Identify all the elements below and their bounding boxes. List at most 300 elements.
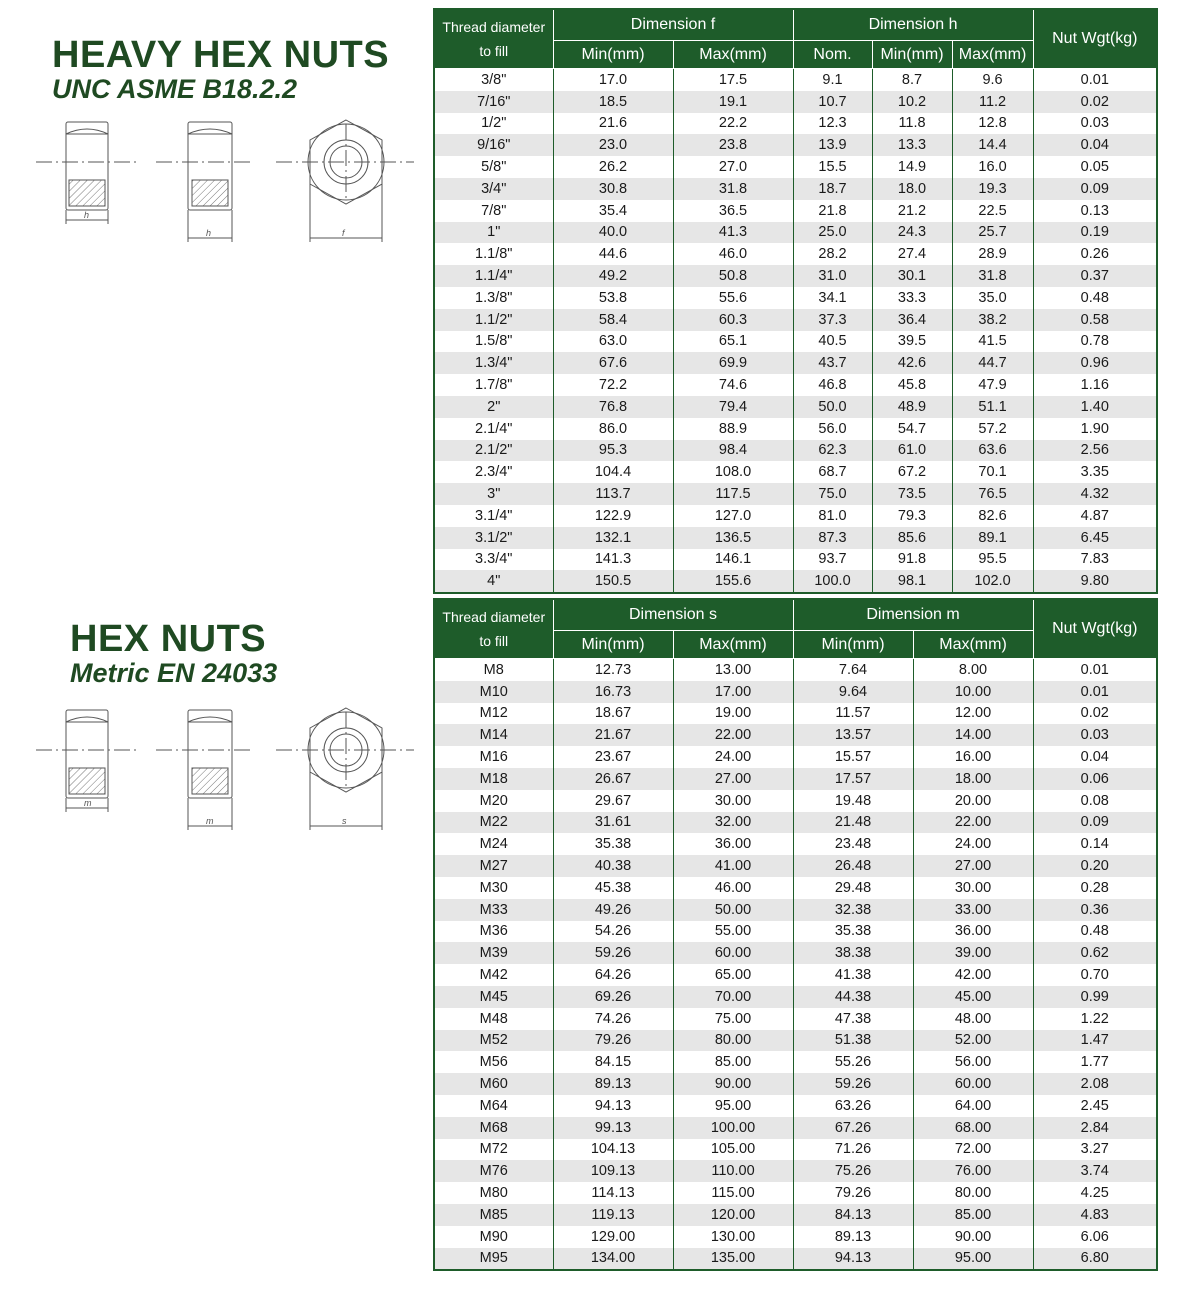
table-cell: 0.62	[1033, 942, 1157, 964]
table-cell: 40.38	[553, 855, 673, 877]
table-cell: 13.00	[673, 659, 793, 681]
table-cell: 12.8	[952, 113, 1033, 135]
table-cell: 1.16	[1033, 374, 1157, 396]
table-cell: 35.38	[553, 833, 673, 855]
table-cell: 79.26	[793, 1182, 913, 1204]
table-row	[434, 418, 1157, 440]
table-row	[434, 570, 1157, 593]
table-cell: 0.05	[1033, 156, 1157, 178]
table-cell: 0.14	[1033, 833, 1157, 855]
table-cell: 9/16"	[434, 134, 553, 156]
col-thread-diameter: Thread diameter to fill	[434, 9, 553, 69]
table-cell: 35.38	[793, 921, 913, 943]
table-cell: 33.00	[913, 899, 1033, 921]
table-cell: 41.3	[673, 222, 793, 244]
table-cell: 75.26	[793, 1160, 913, 1182]
table-row	[434, 1095, 1157, 1117]
table-cell: 4"	[434, 570, 553, 593]
table-cell: 1.3/4"	[434, 352, 553, 374]
table-cell: 95.00	[913, 1248, 1033, 1271]
table-cell: 1.1/2"	[434, 309, 553, 331]
table-cell: 74.26	[553, 1008, 673, 1030]
table-cell: 134.00	[553, 1248, 673, 1271]
col-nut-weight: Nut Wgt(kg)	[1033, 9, 1157, 69]
table-cell: 27.0	[673, 156, 793, 178]
table-cell: 2.1/4"	[434, 418, 553, 440]
table-cell: 56.0	[793, 418, 872, 440]
table-cell: 68.7	[793, 461, 872, 483]
table-cell: 114.13	[553, 1182, 673, 1204]
table-cell: 3"	[434, 483, 553, 505]
table-cell: M60	[434, 1073, 553, 1095]
heavy-table-body	[434, 69, 1157, 594]
table-cell: 57.2	[952, 418, 1033, 440]
table-cell: 0.13	[1033, 200, 1157, 222]
dim-label-h: h	[84, 210, 90, 220]
table-row	[434, 1030, 1157, 1052]
table-row	[434, 986, 1157, 1008]
table-cell: 55.00	[673, 921, 793, 943]
table-cell: 44.38	[793, 986, 913, 1008]
table-cell: 90.00	[673, 1073, 793, 1095]
table-row	[434, 1160, 1157, 1182]
hex-title-main: HEX NUTS	[70, 618, 267, 660]
table-cell: 45.8	[872, 374, 952, 396]
table-cell: 104.4	[553, 461, 673, 483]
table-row	[434, 483, 1157, 505]
table-cell: 19.48	[793, 790, 913, 812]
table-cell: 50.0	[793, 396, 872, 418]
table-cell: 3.1/4"	[434, 505, 553, 527]
table-row	[434, 1073, 1157, 1095]
table-cell: 26.67	[553, 768, 673, 790]
table-cell: 14.4	[952, 134, 1033, 156]
table-cell: 105.00	[673, 1139, 793, 1161]
table-cell: 16.73	[553, 681, 673, 703]
dim-label-m-side: m	[206, 816, 214, 826]
table-cell: 0.01	[1033, 681, 1157, 703]
table-cell: 95.5	[952, 549, 1033, 571]
heavy-hex-nuts-title	[52, 36, 389, 104]
table-cell: 24.00	[913, 833, 1033, 855]
table-cell: 136.5	[673, 527, 793, 549]
table-cell: 10.00	[913, 681, 1033, 703]
table-cell: 146.1	[673, 549, 793, 571]
table-cell: 1.1/8"	[434, 243, 553, 265]
table-cell: 70.00	[673, 986, 793, 1008]
table-cell: 9.1	[793, 69, 872, 91]
table-row	[434, 69, 1157, 91]
table-cell: 30.1	[872, 265, 952, 287]
table-cell: 1.90	[1033, 418, 1157, 440]
table-cell: 98.1	[872, 570, 952, 593]
table-cell: 3.1/2"	[434, 527, 553, 549]
table-cell: 18.5	[553, 91, 673, 113]
table-cell: 21.48	[793, 812, 913, 834]
table-cell: 0.48	[1033, 921, 1157, 943]
table-cell: M48	[434, 1008, 553, 1030]
table-cell: 63.26	[793, 1095, 913, 1117]
table-cell: M18	[434, 768, 553, 790]
table-cell: M64	[434, 1095, 553, 1117]
table-cell: 85.00	[673, 1051, 793, 1073]
table-row	[434, 812, 1157, 834]
table-cell: 28.2	[793, 243, 872, 265]
table-cell: 100.00	[673, 1117, 793, 1139]
table-cell: 19.00	[673, 703, 793, 725]
table-cell: 40.0	[553, 222, 673, 244]
table-cell: 51.1	[952, 396, 1033, 418]
table-row	[434, 505, 1157, 527]
table-cell: 3.74	[1033, 1160, 1157, 1182]
table-cell: 1.5/8"	[434, 331, 553, 353]
table-cell: 47.9	[952, 374, 1033, 396]
table-row	[434, 156, 1157, 178]
table-cell: M56	[434, 1051, 553, 1073]
table-cell: 45.00	[913, 986, 1033, 1008]
table-cell: 39.5	[872, 331, 952, 353]
table-row	[434, 877, 1157, 899]
table-cell: 64.00	[913, 1095, 1033, 1117]
table-row	[434, 790, 1157, 812]
table-row	[434, 265, 1157, 287]
table-cell: 3/8"	[434, 69, 553, 91]
table-cell: 63.6	[952, 440, 1033, 462]
table-row	[434, 396, 1157, 418]
table-cell: 17.57	[793, 768, 913, 790]
table-row	[434, 659, 1157, 681]
table-cell: M22	[434, 812, 553, 834]
table-cell: 23.48	[793, 833, 913, 855]
table-row	[434, 374, 1157, 396]
table-cell: 4.32	[1033, 483, 1157, 505]
table-cell: 26.2	[553, 156, 673, 178]
table-cell: M95	[434, 1248, 553, 1271]
table-row	[434, 243, 1157, 265]
table-cell: 2.56	[1033, 440, 1157, 462]
table-cell: 63.0	[553, 331, 673, 353]
table-cell: 22.00	[673, 724, 793, 746]
table-cell: 81.0	[793, 505, 872, 527]
table-cell: 36.5	[673, 200, 793, 222]
table-cell: 0.01	[1033, 69, 1157, 91]
table-cell: 2.45	[1033, 1095, 1157, 1117]
table-cell: 60.00	[913, 1073, 1033, 1095]
table-cell: 93.7	[793, 549, 872, 571]
table-cell: 13.9	[793, 134, 872, 156]
table-row	[434, 309, 1157, 331]
table-cell: 42.6	[872, 352, 952, 374]
table-cell: 18.0	[872, 178, 952, 200]
table-cell: 11.2	[952, 91, 1033, 113]
table-cell: 24.00	[673, 746, 793, 768]
table-cell: 7/16"	[434, 91, 553, 113]
table-cell: 64.26	[553, 964, 673, 986]
hex-title-standard: Metric EN 24033	[70, 658, 278, 688]
table-cell: 98.4	[673, 440, 793, 462]
table-cell: 28.9	[952, 243, 1033, 265]
table-cell: 22.5	[952, 200, 1033, 222]
table-cell: 67.6	[553, 352, 673, 374]
table-cell: 42.00	[913, 964, 1033, 986]
table-cell: 59.26	[553, 942, 673, 964]
table-cell: 23.0	[553, 134, 673, 156]
table-cell: M42	[434, 964, 553, 986]
table-cell: 88.9	[673, 418, 793, 440]
table-cell: 67.26	[793, 1117, 913, 1139]
table-cell: 155.6	[673, 570, 793, 593]
table-cell: 55.6	[673, 287, 793, 309]
table-cell: 31.8	[673, 178, 793, 200]
table-cell: 0.70	[1033, 964, 1157, 986]
table-cell: 135.00	[673, 1248, 793, 1271]
table-cell: 4.25	[1033, 1182, 1157, 1204]
table-cell: M14	[434, 724, 553, 746]
dim-label-s: s	[342, 816, 347, 826]
table-cell: 36.4	[872, 309, 952, 331]
table-cell: 41.00	[673, 855, 793, 877]
table-cell: 15.5	[793, 156, 872, 178]
table-cell: 2.1/2"	[434, 440, 553, 462]
table-cell: 55.26	[793, 1051, 913, 1073]
table-cell: 41.5	[952, 331, 1033, 353]
table-cell: 10.7	[793, 91, 872, 113]
table-cell: 1.47	[1033, 1030, 1157, 1052]
col-nut-weight: Nut Wgt(kg)	[1033, 599, 1157, 659]
table-cell: 0.96	[1033, 352, 1157, 374]
dim-label-m: m	[84, 798, 92, 808]
table-cell: 5/8"	[434, 156, 553, 178]
table-cell: 113.7	[553, 483, 673, 505]
table-cell: M30	[434, 877, 553, 899]
col-m-min: Min(mm)	[793, 631, 913, 659]
table-cell: 1"	[434, 222, 553, 244]
col-dimension-s: Dimension s	[553, 599, 793, 631]
table-cell: 21.8	[793, 200, 872, 222]
table-cell: 8.00	[913, 659, 1033, 681]
table-row	[434, 1248, 1157, 1271]
table-cell: 49.26	[553, 899, 673, 921]
table-cell: 95.3	[553, 440, 673, 462]
table-cell: 1/2"	[434, 113, 553, 135]
table-cell: 58.4	[553, 309, 673, 331]
table-row	[434, 134, 1157, 156]
table-cell: 117.5	[673, 483, 793, 505]
table-cell: 67.2	[872, 461, 952, 483]
table-cell: 6.06	[1033, 1226, 1157, 1248]
table-cell: 9.80	[1033, 570, 1157, 593]
table-cell: 0.09	[1033, 178, 1157, 200]
table-cell: 4.83	[1033, 1204, 1157, 1226]
table-cell: 1.40	[1033, 396, 1157, 418]
table-cell: 119.13	[553, 1204, 673, 1226]
nut-front-view	[36, 710, 136, 812]
table-cell: 48.00	[913, 1008, 1033, 1030]
table-cell: 94.13	[793, 1248, 913, 1271]
table-cell: 89.13	[553, 1073, 673, 1095]
table-cell: 70.1	[952, 461, 1033, 483]
table-cell: 1.77	[1033, 1051, 1157, 1073]
table-cell: 73.5	[872, 483, 952, 505]
table-cell: M80	[434, 1182, 553, 1204]
table-cell: 32.38	[793, 899, 913, 921]
table-cell: 6.45	[1033, 527, 1157, 549]
table-cell: 0.28	[1033, 877, 1157, 899]
table-cell: 132.1	[553, 527, 673, 549]
col-s-min: Min(mm)	[553, 631, 673, 659]
table-row	[434, 1204, 1157, 1226]
table-cell: 1.7/8"	[434, 374, 553, 396]
col-thread-diameter: Thread diameter to fill	[434, 599, 553, 659]
table-cell: 6.80	[1033, 1248, 1157, 1271]
table-cell: 79.3	[872, 505, 952, 527]
table-cell: 16.0	[952, 156, 1033, 178]
table-cell: 13.57	[793, 724, 913, 746]
table-row	[434, 331, 1157, 353]
table-cell: 7.83	[1033, 549, 1157, 571]
table-cell: 3.3/4"	[434, 549, 553, 571]
table-cell: 14.00	[913, 724, 1033, 746]
col-dimension-m: Dimension m	[793, 599, 1033, 631]
table-cell: 22.00	[913, 812, 1033, 834]
table-cell: 21.6	[553, 113, 673, 135]
heavy-hex-nuts-table	[433, 8, 1158, 594]
table-cell: 94.13	[553, 1095, 673, 1117]
table-cell: 0.01	[1033, 659, 1157, 681]
table-cell: M85	[434, 1204, 553, 1226]
table-cell: 17.00	[673, 681, 793, 703]
table-cell: 31.61	[553, 812, 673, 834]
table-row	[434, 1008, 1157, 1030]
table-cell: 127.0	[673, 505, 793, 527]
table-cell: 0.58	[1033, 309, 1157, 331]
table-cell: M8	[434, 659, 553, 681]
table-cell: 2.08	[1033, 1073, 1157, 1095]
table-cell: 1.1/4"	[434, 265, 553, 287]
table-cell: 95.00	[673, 1095, 793, 1117]
table-cell: 34.1	[793, 287, 872, 309]
table-cell: 50.00	[673, 899, 793, 921]
table-cell: M33	[434, 899, 553, 921]
table-row	[434, 352, 1157, 374]
table-cell: 85.6	[872, 527, 952, 549]
table-cell: 120.00	[673, 1204, 793, 1226]
table-cell: 108.0	[673, 461, 793, 483]
dim-label-h-side: h	[206, 228, 212, 238]
table-cell: 0.20	[1033, 855, 1157, 877]
table-cell: 65.1	[673, 331, 793, 353]
table-cell: 25.0	[793, 222, 872, 244]
table-cell: 56.00	[913, 1051, 1033, 1073]
heavy-nut-drawings	[36, 118, 416, 248]
table-cell: 19.1	[673, 91, 793, 113]
table-cell: 21.67	[553, 724, 673, 746]
table-cell: 0.03	[1033, 724, 1157, 746]
table-cell: 1.22	[1033, 1008, 1157, 1030]
table-cell: 0.09	[1033, 812, 1157, 834]
table-cell: 76.5	[952, 483, 1033, 505]
table-cell: 0.36	[1033, 899, 1157, 921]
table-cell: 17.0	[553, 69, 673, 91]
table-row	[434, 703, 1157, 725]
table-cell: 33.3	[872, 287, 952, 309]
table-cell: 110.00	[673, 1160, 793, 1182]
table-cell: 46.8	[793, 374, 872, 396]
nut-diagram-metric	[36, 706, 416, 836]
table-row	[434, 942, 1157, 964]
table-cell: 0.48	[1033, 287, 1157, 309]
table-cell: 102.0	[952, 570, 1033, 593]
table-cell: 99.13	[553, 1117, 673, 1139]
table-cell: 40.5	[793, 331, 872, 353]
table-cell: M90	[434, 1226, 553, 1248]
table-cell: 4.87	[1033, 505, 1157, 527]
table-cell: 22.2	[673, 113, 793, 135]
table-cell: 50.8	[673, 265, 793, 287]
table-cell: 53.8	[553, 287, 673, 309]
table-cell: 30.8	[553, 178, 673, 200]
table-cell: 38.2	[952, 309, 1033, 331]
table-cell: 8.7	[872, 69, 952, 91]
table-cell: 141.3	[553, 549, 673, 571]
col-h-nom: Nom.	[793, 41, 872, 69]
table-cell: 30.00	[673, 790, 793, 812]
table-row	[434, 1139, 1157, 1161]
table-row	[434, 178, 1157, 200]
table-cell: 7.64	[793, 659, 913, 681]
table-cell: 109.13	[553, 1160, 673, 1182]
hex-table-body	[434, 659, 1157, 1271]
table-cell: 0.08	[1033, 790, 1157, 812]
table-cell: 71.26	[793, 1139, 913, 1161]
table-cell: 46.0	[673, 243, 793, 265]
table-cell: M68	[434, 1117, 553, 1139]
table-row	[434, 768, 1157, 790]
table-cell: M39	[434, 942, 553, 964]
hex-nuts-table	[433, 598, 1158, 1271]
table-cell: 60.3	[673, 309, 793, 331]
table-cell: 16.00	[913, 746, 1033, 768]
table-cell: 10.2	[872, 91, 952, 113]
table-cell: 9.6	[952, 69, 1033, 91]
table-cell: 54.7	[872, 418, 952, 440]
table-cell: 41.38	[793, 964, 913, 986]
table-cell: 3.27	[1033, 1139, 1157, 1161]
table-cell: 12.3	[793, 113, 872, 135]
table-cell: 79.26	[553, 1030, 673, 1052]
table-row	[434, 1226, 1157, 1248]
table-row	[434, 287, 1157, 309]
table-cell: 82.6	[952, 505, 1033, 527]
table-cell: 0.19	[1033, 222, 1157, 244]
table-cell: 3.35	[1033, 461, 1157, 483]
table-cell: 130.00	[673, 1226, 793, 1248]
table-cell: 26.48	[793, 855, 913, 877]
table-cell: 51.38	[793, 1030, 913, 1052]
table-cell: 36.00	[673, 833, 793, 855]
hex-nut-drawings	[36, 706, 416, 836]
table-cell: 48.9	[872, 396, 952, 418]
table-row	[434, 440, 1157, 462]
dim-label-f: f	[342, 228, 345, 238]
col-h-min: Min(mm)	[872, 41, 952, 69]
table-cell: 46.00	[673, 877, 793, 899]
table-cell: 0.02	[1033, 91, 1157, 113]
col-f-max: Max(mm)	[673, 41, 793, 69]
table-cell: 20.00	[913, 790, 1033, 812]
table-cell: 31.0	[793, 265, 872, 287]
table-row	[434, 91, 1157, 113]
